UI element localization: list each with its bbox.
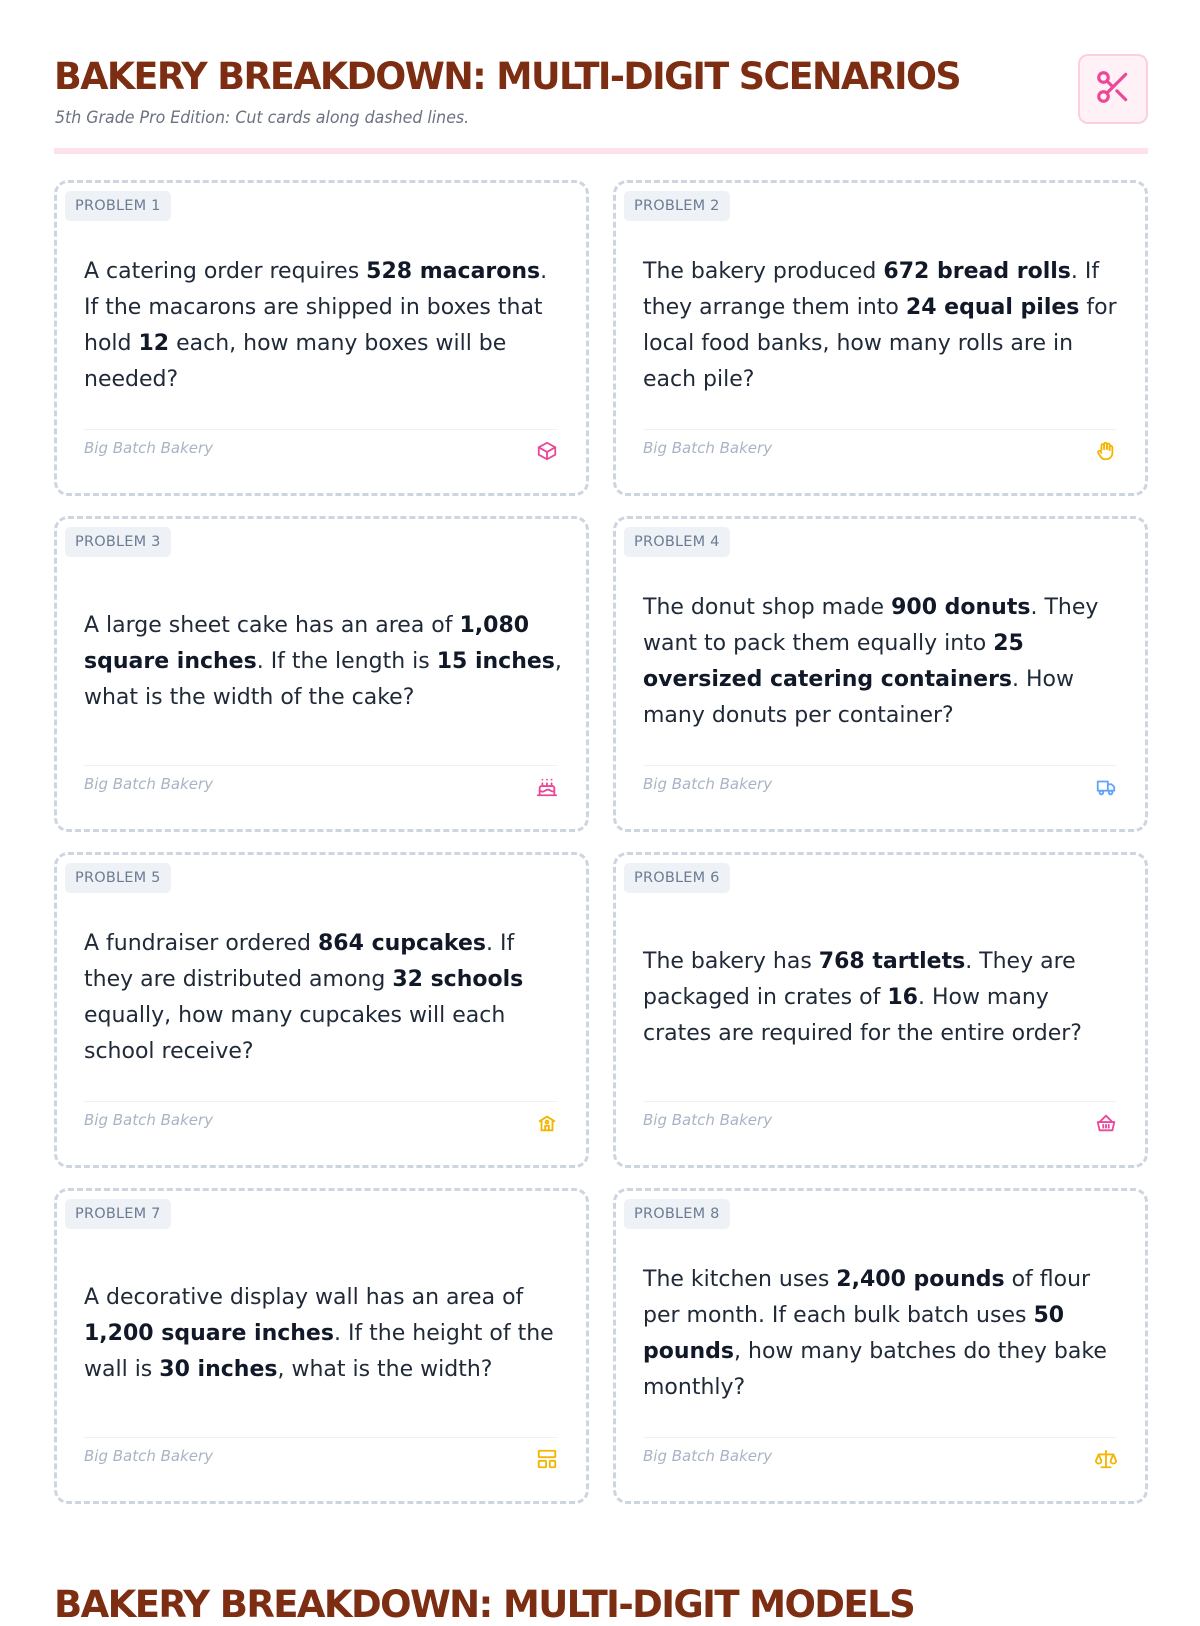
problem-card <box>54 516 589 832</box>
brand-label: Big Batch Bakery <box>643 1447 773 1465</box>
hand-icon <box>1095 440 1117 462</box>
problem-text-segment: A fundraiser ordered <box>84 931 318 956</box>
problem-text-segment: . How many crates are required for the entire order? <box>643 985 1082 1046</box>
problem-number-badge: PROBLEM 7 <box>65 1199 171 1229</box>
page-subtitle: 5th Grade Pro Edition: Cut cards along dashed lines. <box>55 108 470 128</box>
truck-icon <box>1095 776 1117 798</box>
problem-key-value: 16 <box>887 985 918 1010</box>
worksheet-header <box>54 50 1148 154</box>
brand-label: Big Batch Bakery <box>643 1111 773 1129</box>
problem-text-segment: The bakery has <box>643 949 819 974</box>
card-footer <box>643 1101 1117 1141</box>
problem-text-body <box>643 254 1123 398</box>
problem-key-value: 900 donuts <box>891 595 1031 620</box>
box-icon <box>536 440 558 462</box>
problem-text-segment: A decorative display wall has an area of <box>84 1285 524 1310</box>
problem-card-grid <box>54 180 1148 1504</box>
problem-text-segment: , what is the width? <box>277 1357 493 1382</box>
problem-card <box>613 852 1148 1168</box>
problem-text <box>84 567 564 757</box>
layout-icon <box>536 1448 558 1470</box>
problem-number-badge: PROBLEM 6 <box>624 863 730 893</box>
problem-text-segment: The bakery produced <box>643 259 884 284</box>
problem-text-segment: . They want to pack them equally into <box>643 595 1099 656</box>
problem-key-value: 25 oversized catering containers <box>643 631 1024 692</box>
problem-number-badge: PROBLEM 5 <box>65 863 171 893</box>
problem-key-value: 24 equal piles <box>905 295 1080 320</box>
problem-text <box>643 903 1123 1093</box>
problem-text-body <box>84 926 564 1070</box>
card-footer <box>643 765 1117 805</box>
problem-text-body <box>84 254 564 398</box>
problem-text-segment: The kitchen uses <box>643 1267 837 1292</box>
problem-text <box>643 231 1123 421</box>
problem-card <box>54 180 589 496</box>
problem-key-value: 50 pounds <box>643 1303 1065 1364</box>
problem-number-badge: PROBLEM 3 <box>65 527 171 557</box>
problem-text-segment: each, how many boxes will be needed? <box>84 331 507 392</box>
problem-text-segment: . If the macarons are shipped in boxes that hold <box>84 259 548 356</box>
basket-icon <box>1095 1112 1117 1134</box>
problem-number-badge: PROBLEM 2 <box>624 191 730 221</box>
problem-text-segment: . How many donuts per container? <box>643 667 1075 728</box>
card-footer <box>643 1437 1117 1477</box>
problem-text-segment: , how many batches do they bake monthly? <box>643 1339 1107 1400</box>
problem-text <box>643 1239 1123 1429</box>
brand-label: Big Batch Bakery <box>84 439 214 457</box>
problem-text-segment: . If the length is <box>256 649 437 674</box>
problem-text <box>84 1239 564 1429</box>
brand-label: Big Batch Bakery <box>643 775 773 793</box>
card-footer <box>84 1101 558 1141</box>
problem-key-value: 2,400 pounds <box>836 1267 1005 1292</box>
problem-text-body <box>84 608 564 716</box>
problem-text-segment: . If they arrange them into <box>643 259 1100 320</box>
problem-text <box>643 567 1123 757</box>
brand-label: Big Batch Bakery <box>84 1447 214 1465</box>
problem-text-body <box>643 1262 1123 1406</box>
problem-text-body <box>84 1280 564 1388</box>
problem-text-body <box>643 944 1123 1052</box>
next-section-title: BAKERY BREAKDOWN: MULTI-DIGIT MODELS <box>54 1583 915 1626</box>
card-footer <box>84 429 558 469</box>
problem-key-value: 672 bread rolls <box>883 259 1071 284</box>
problem-number-badge: PROBLEM 1 <box>65 191 171 221</box>
cake-icon <box>536 776 558 798</box>
problem-text <box>84 231 564 421</box>
problem-card <box>613 180 1148 496</box>
problem-text <box>84 903 564 1093</box>
brand-label: Big Batch Bakery <box>84 775 214 793</box>
problem-text-body <box>643 590 1123 734</box>
problem-key-value: 12 <box>138 331 170 356</box>
problem-key-value: 30 inches <box>159 1357 278 1382</box>
problem-text-segment: A large sheet cake has an area of <box>84 613 460 638</box>
page-title: BAKERY BREAKDOWN: MULTI-DIGIT SCENARIOS <box>54 55 961 98</box>
problem-card <box>54 1188 589 1504</box>
problem-text-segment: . They are packaged in crates of <box>643 949 1076 1010</box>
problem-card <box>613 1188 1148 1504</box>
brand-label: Big Batch Bakery <box>643 439 773 457</box>
problem-key-value: 528 macarons <box>366 259 541 284</box>
problem-text-segment: , what is the width of the cake? <box>84 649 562 710</box>
problem-text-segment: equally, how many cupcakes will each school receive? <box>84 1003 506 1064</box>
scale-icon <box>1095 1448 1117 1470</box>
problem-key-value: 1,200 square inches <box>84 1321 334 1346</box>
cut-cards-button[interactable] <box>1078 54 1148 124</box>
card-footer <box>84 765 558 805</box>
problem-text-segment: . If they are distributed among <box>84 931 515 992</box>
problem-key-value: 15 inches <box>436 649 555 674</box>
brand-label: Big Batch Bakery <box>84 1111 214 1129</box>
problem-number-badge: PROBLEM 8 <box>624 1199 730 1229</box>
school-icon <box>536 1112 558 1134</box>
problem-text-segment: . If the height of the wall is <box>84 1321 554 1382</box>
problem-number-badge: PROBLEM 4 <box>624 527 730 557</box>
problem-text-segment: A catering order requires <box>84 259 367 284</box>
problem-key-value: 864 cupcakes <box>318 931 486 956</box>
worksheet-page <box>54 50 1148 1465</box>
scissors-icon <box>1094 68 1132 110</box>
card-footer <box>84 1437 558 1477</box>
problem-key-value: 768 tartlets <box>818 949 966 974</box>
problem-key-value: 32 schools <box>392 967 524 992</box>
problem-text-segment: for local food banks, how many rolls are in each pile? <box>643 295 1117 392</box>
card-footer <box>643 429 1117 469</box>
problem-key-value: 1,080 square inches <box>84 613 530 674</box>
problem-card <box>613 516 1148 832</box>
problem-card <box>54 852 589 1168</box>
problem-text-segment: of flour per month. If each bulk batch uses <box>643 1267 1091 1328</box>
problem-text-segment: The donut shop made <box>643 595 892 620</box>
